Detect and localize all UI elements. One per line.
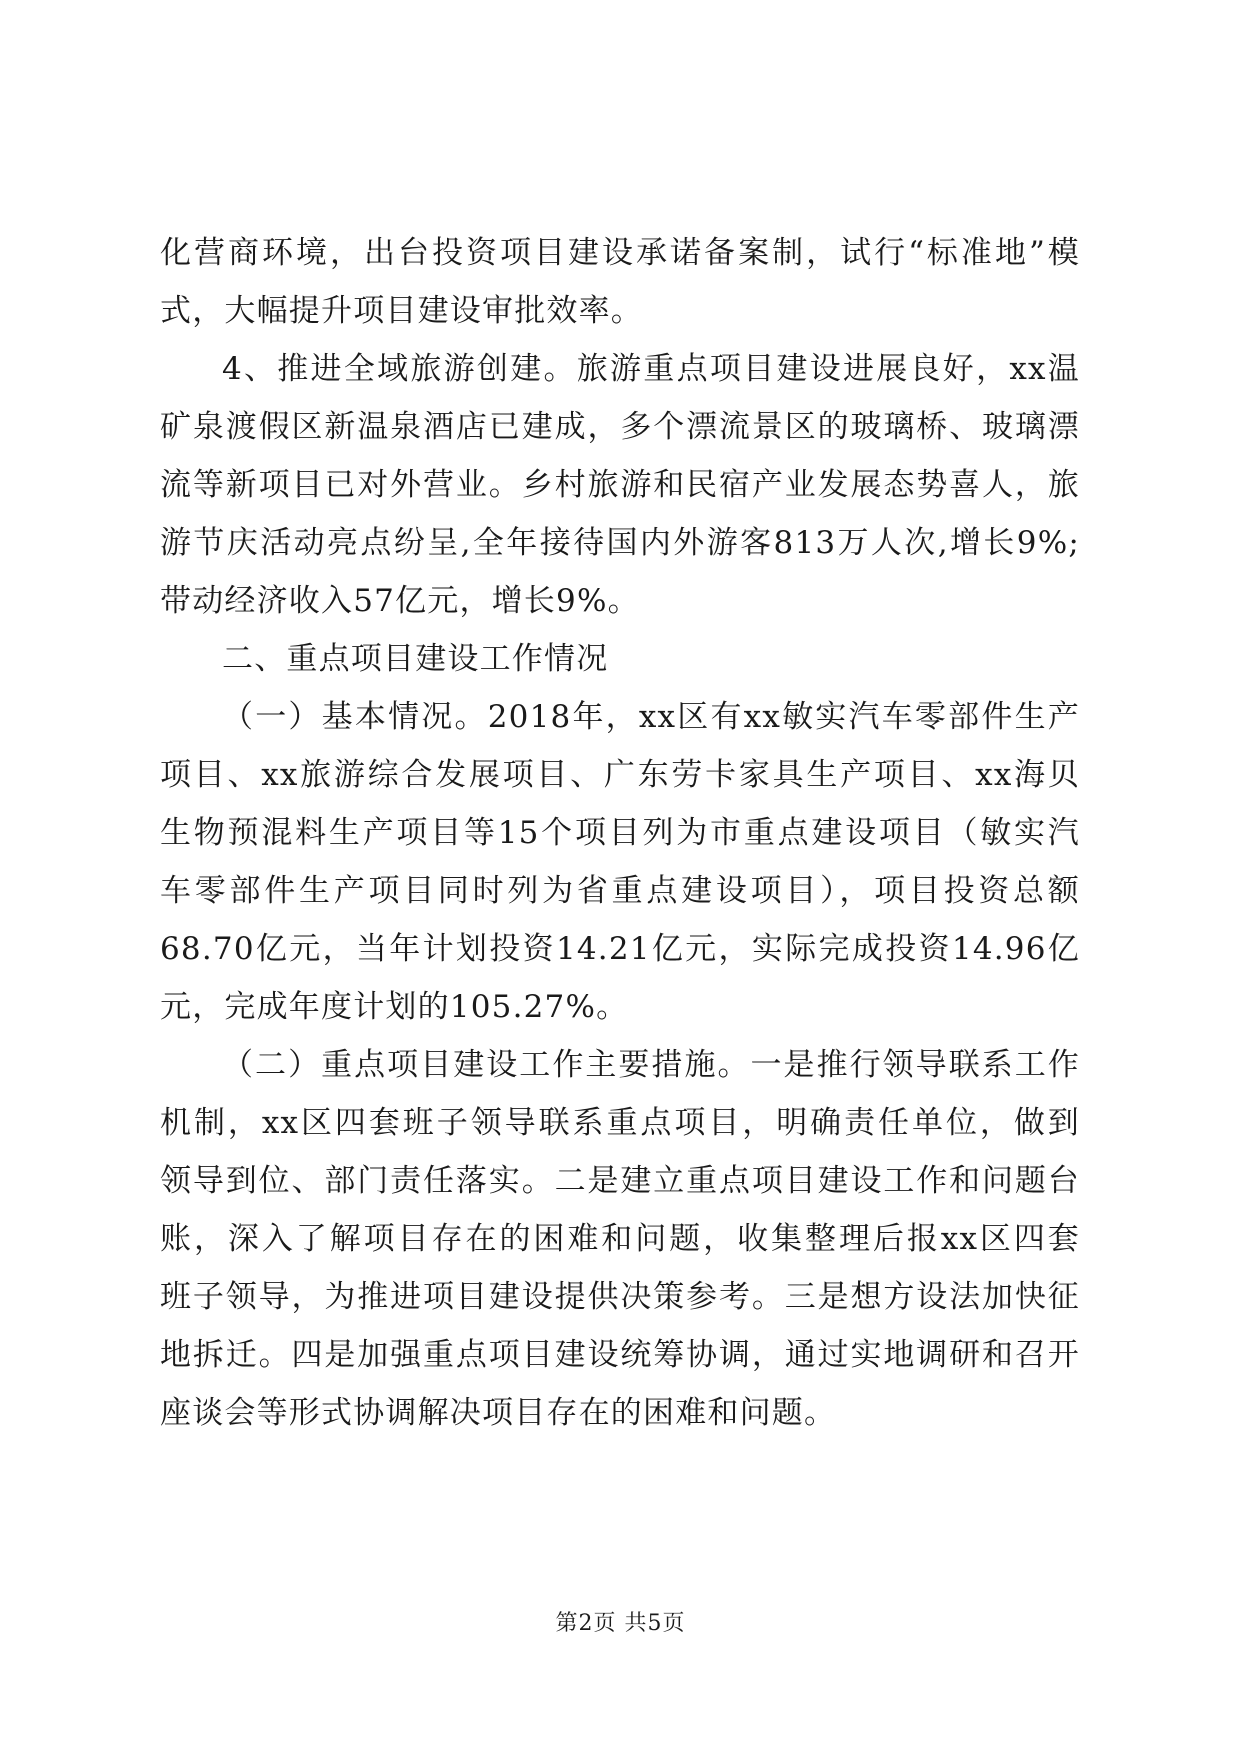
text-line: 机制，xx区四套班子领导联系重点项目，明确责任单位，做到 [160,1105,1080,1141]
text-line: 68.70亿元，当年计划投资14.21亿元，实际完成投资14.96亿 [160,931,1080,967]
paragraph-key-measures [160,1036,1080,1442]
text-line: 地拆迁。四是加强重点项目建设统筹协调，通过实地调研和召开 [160,1337,1080,1373]
document-body [160,224,1080,1442]
text-line: 带动经济收入57亿元，增长9%。 [160,583,640,619]
text-line: 流等新项目已对外营业。乡村旅游和民宿产业发展态势喜人，旅 [160,467,1080,503]
text-line: 领导到位、部门责任落实。二是建立重点项目建设工作和问题台 [160,1163,1080,1199]
text-line: 车零部件生产项目同时列为省重点建设项目），项目投资总额 [160,873,1080,909]
paragraph-tourism [160,340,1080,630]
paragraph-business-environment [160,224,1080,340]
text-line: 座谈会等形式协调解决项目存在的困难和问题。 [160,1395,837,1431]
text-line: 元，完成年度计划的105.27%。 [160,989,629,1025]
text-line: （一）基本情况。2018年，xx区有xx敏实汽车零部件生产 [222,699,1080,735]
text-line: 生物预混料生产项目等15个项目列为市重点建设项目（敏实汽 [160,815,1080,851]
text-line: 项目、xx旅游综合发展项目、广东劳卡家具生产项目、xx海贝 [160,757,1080,793]
text-line: （二）重点项目建设工作主要措施。一是推行领导联系工作 [222,1047,1080,1083]
text-line: 游节庆活动亮点纷呈,全年接待国内外游客813万人次,增长9%; [160,525,1080,561]
section-heading-text: 二、重点项目建设工作情况 [222,641,609,677]
section-heading [160,630,1080,688]
text-line: 式，大幅提升项目建设审批效率。 [160,293,643,329]
paragraph-basic-situation [160,688,1080,1036]
text-line: 班子领导，为推进项目建设提供决策参考。三是想方设法加快征 [160,1279,1080,1315]
page-number-footer: 第2页 共5页 [555,1611,686,1636]
text-line: 4、推进全域旅游创建。旅游重点项目建设进展良好，xx温 [222,351,1080,387]
text-line: 化营商环境，出台投资项目建设承诺备案制，试行“标准地”模 [160,235,1080,271]
text-line: 账，深入了解项目存在的困难和问题，收集整理后报xx区四套 [160,1221,1080,1257]
text-line: 矿泉渡假区新温泉酒店已建成，多个漂流景区的玻璃桥、玻璃漂 [160,409,1080,445]
